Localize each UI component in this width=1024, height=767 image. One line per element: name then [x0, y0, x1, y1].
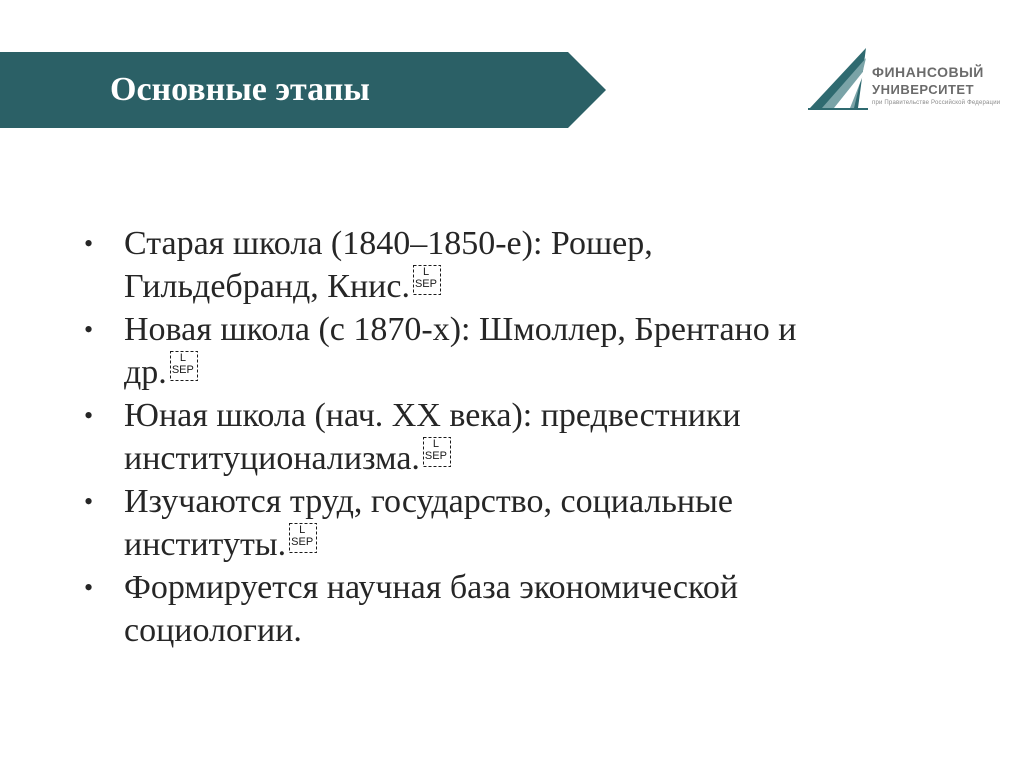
- separator-glyph-icon: [289, 523, 317, 553]
- bullet-line: Новая школа (с 1870-х): Шмоллер, Брентано и: [124, 311, 797, 348]
- bullet-line-text: институты.: [124, 526, 287, 563]
- bullet-dot-icon: •: [84, 315, 94, 344]
- bullet-line: [124, 523, 964, 566]
- bullet-line: Юная школа (нач. XX века): предвестники: [124, 397, 741, 434]
- separator-glyph-bottom: SEP: [171, 364, 194, 376]
- title-band: [0, 52, 606, 128]
- bullet-line: Формируется научная база экономической: [124, 569, 739, 606]
- bullet-item: [84, 222, 964, 308]
- separator-glyph-icon: [170, 351, 198, 381]
- slide-title: Основные этапы: [110, 71, 370, 108]
- bullet-line-text: др.: [124, 354, 167, 391]
- separator-glyph-top: L: [299, 524, 306, 536]
- university-logo: [808, 46, 1008, 116]
- separator-glyph-top: L: [422, 266, 430, 278]
- separator-glyph-bottom: SEP: [424, 450, 447, 462]
- separator-glyph-top: L: [179, 352, 186, 364]
- separator-glyph-icon: [413, 265, 441, 295]
- separator-glyph-top: L: [432, 438, 440, 450]
- bullet-line: [124, 437, 964, 480]
- bullet-item: [84, 394, 964, 480]
- bullet-line-text: институционализма.: [124, 440, 420, 477]
- bullet-item: [84, 566, 964, 652]
- logo-text-line1: ФИНАНСОВЫЙ: [872, 64, 984, 80]
- bullet-dot-icon: •: [84, 229, 94, 258]
- slide-content: [84, 222, 964, 652]
- bullet-line: Старая школа (1840–1850-е): Рошер,: [124, 225, 653, 262]
- bullet-item: [84, 308, 964, 394]
- bullet-dot-icon: •: [84, 401, 94, 430]
- logo-text-line2: УНИВЕРСИТЕТ: [872, 82, 975, 97]
- bullet-line: Изучаются труд, государство, социальные: [124, 483, 733, 520]
- bullet-dot-icon: •: [84, 573, 94, 602]
- bullet-line: [124, 265, 964, 308]
- separator-glyph-bottom: SEP: [291, 536, 314, 548]
- bullet-line: [124, 351, 964, 394]
- bullet-item: [84, 480, 964, 566]
- bullet-line-text: Гильдебранд, Книс.: [124, 268, 410, 305]
- logo-mark-icon: [808, 46, 870, 112]
- bullet-list: [84, 222, 964, 652]
- bullet-line: социологии.: [124, 612, 302, 649]
- logo-subtitle: при Правительстве Российской Федерации: [872, 100, 1001, 106]
- separator-glyph-bottom: SEP: [414, 278, 437, 290]
- bullet-dot-icon: •: [84, 487, 94, 516]
- separator-glyph-icon: [423, 437, 451, 467]
